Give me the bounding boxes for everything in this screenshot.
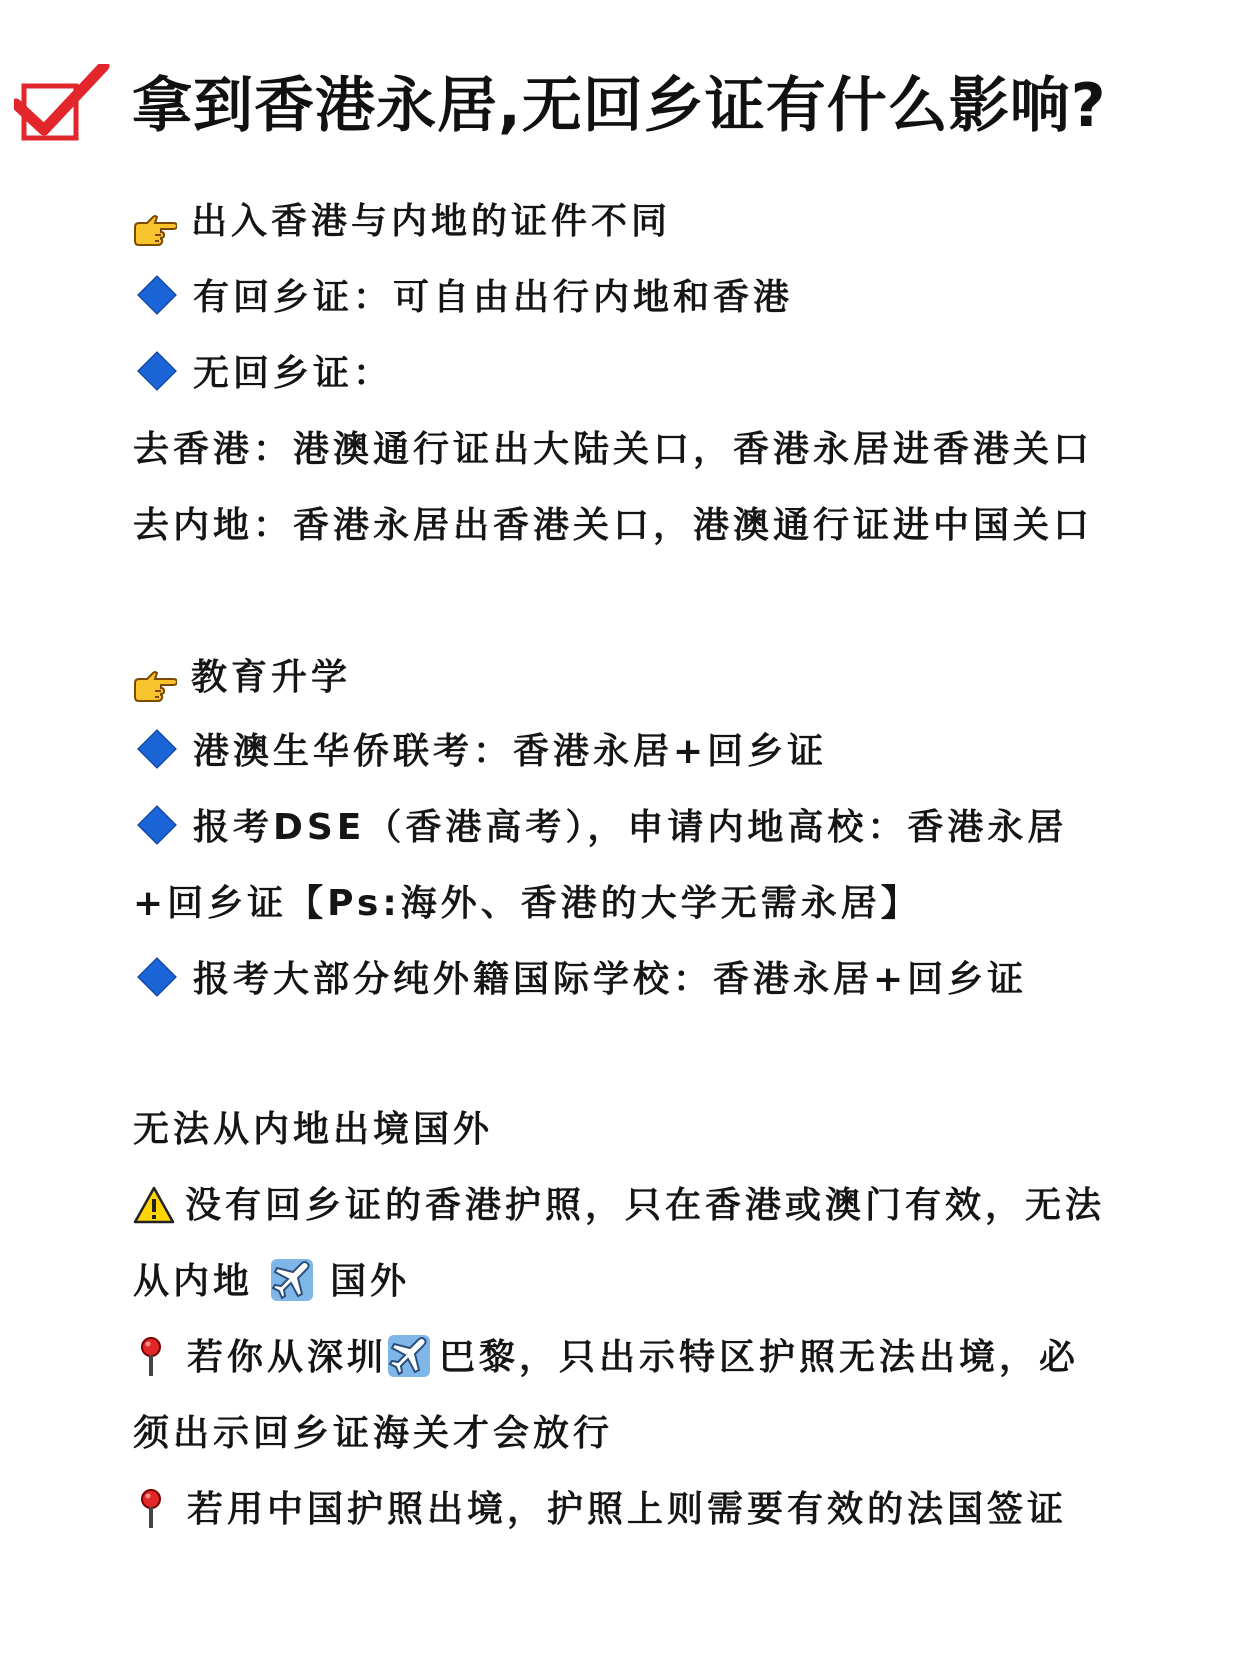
warning-text: 没有回乡证的香港护照，只在香港或澳门有效，无法 xyxy=(185,1185,1106,1226)
section-heading-text: 教育升学 xyxy=(191,657,352,698)
text-line xyxy=(133,1260,410,1305)
airplane-icon xyxy=(270,1258,314,1302)
pin-text: 若用中国护照出境，护照上则需要有效的法国签证 xyxy=(187,1489,1068,1530)
pin-line xyxy=(133,1488,1067,1532)
list-item xyxy=(133,276,793,320)
warning-icon xyxy=(133,1186,175,1224)
blue-diamond-icon xyxy=(137,805,177,845)
blue-diamond-icon xyxy=(137,957,177,997)
list-item-text: 报考大部分纯外籍国际学校：香港永居+回乡证 xyxy=(193,959,1028,1000)
blue-diamond-icon xyxy=(137,351,177,391)
airplane-icon xyxy=(387,1334,431,1378)
text-line: 须出示回乡证海关才会放行 xyxy=(133,1413,614,1454)
list-item-text: 港澳生华侨联考：香港永居+回乡证 xyxy=(193,731,828,772)
pin-line xyxy=(133,1336,1079,1381)
blue-diamond-icon xyxy=(137,729,177,769)
warning-line xyxy=(133,1184,1105,1228)
round-pushpin-icon xyxy=(137,1336,165,1378)
checkbox-check-icon xyxy=(14,64,110,148)
list-item-text: 报考DSE（香港高考），申请内地高校：香港永居 xyxy=(193,807,1068,848)
title-row xyxy=(14,64,1234,174)
page-title: 拿到香港永居,无回乡证有什么影响? xyxy=(132,71,1107,141)
pin-text: 巴黎，只出示特区护照无法出境，必 xyxy=(439,1337,1080,1378)
pointing-hand-icon xyxy=(133,667,177,703)
section-heading-documents xyxy=(133,200,671,244)
text-line: 去内地：香港永居出香港关口，港澳通行证进中国关口 xyxy=(133,505,1094,546)
list-item xyxy=(133,806,1067,850)
list-item-text: 无回乡证： xyxy=(193,353,394,394)
text-fragment: 国外 xyxy=(330,1261,411,1302)
text-fragment: 从内地 xyxy=(133,1261,254,1302)
list-item xyxy=(133,730,827,774)
list-item xyxy=(133,352,393,396)
section-heading-exit: 无法从内地出境国外 xyxy=(133,1109,494,1150)
section-heading-text: 出入香港与内地的证件不同 xyxy=(191,201,672,242)
blue-diamond-icon xyxy=(137,275,177,315)
pin-text: 若你从深圳 xyxy=(187,1337,388,1378)
list-item-text: 有回乡证：可自由出行内地和香港 xyxy=(193,277,794,318)
text-line: +回乡证【Ps:海外、香港的大学无需永居】 xyxy=(133,883,921,924)
list-item xyxy=(133,958,1027,1002)
text-line: 去香港：港澳通行证出大陆关口，香港永居进香港关口 xyxy=(133,429,1094,470)
pointing-hand-icon xyxy=(133,211,177,247)
section-heading-education xyxy=(133,656,351,700)
round-pushpin-icon xyxy=(137,1488,165,1530)
